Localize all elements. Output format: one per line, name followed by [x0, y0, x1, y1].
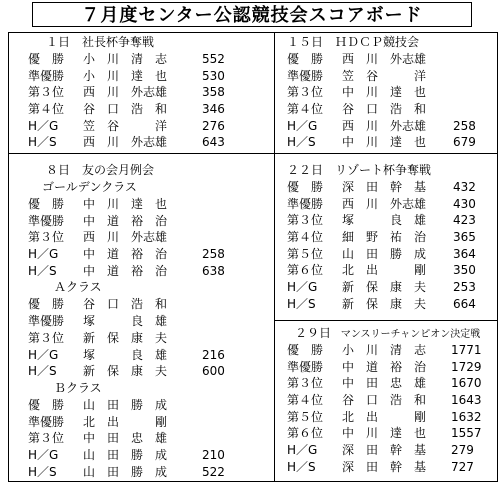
event-block-1: [28, 34, 274, 151]
rank-label: 第３位: [28, 230, 65, 245]
score-value: 1670: [451, 376, 482, 391]
result-row: [287, 134, 498, 151]
player-name: 北 出 剛: [342, 409, 427, 424]
result-row: [28, 246, 274, 263]
player-name: 塚 良 雄: [83, 347, 168, 362]
player-name: 谷 口 浩 和: [342, 393, 427, 408]
score-value: 643: [202, 135, 225, 150]
rank-label: H／G: [287, 280, 318, 295]
score-value: 638: [202, 263, 225, 278]
player-name: 西 川 外志雄: [83, 85, 168, 100]
rank-label: 準優勝: [287, 359, 324, 374]
score-value: 432: [453, 180, 476, 194]
event-title: ２２日 リゾート杯争奪戦: [287, 163, 432, 177]
score-value: 1643: [451, 393, 482, 408]
rank-label: 第５位: [287, 409, 324, 424]
rank-label: H／S: [28, 263, 57, 278]
result-row: [287, 425, 498, 442]
result-row: [287, 342, 498, 359]
divider-right-top: [274, 153, 498, 154]
result-row: [287, 51, 498, 68]
result-row: [28, 229, 274, 246]
rank-label: 優 勝: [28, 297, 65, 312]
result-row: [287, 296, 498, 313]
event-block-5: [287, 325, 498, 476]
result-row: [287, 262, 498, 279]
score-value: 364: [453, 246, 476, 261]
rank-label: H／G: [28, 347, 59, 362]
result-row: [287, 279, 498, 296]
score-value: 358: [202, 85, 225, 100]
score-value: 258: [453, 118, 476, 133]
result-row: [28, 363, 274, 380]
rank-label: 準優勝: [28, 414, 65, 429]
rank-label: H／G: [28, 447, 59, 462]
column-divider: [274, 32, 275, 482]
score-value: 216: [202, 347, 225, 362]
score-value: 346: [202, 102, 225, 117]
divider-left: [8, 153, 274, 154]
result-row: [28, 397, 274, 414]
score-value: 365: [453, 230, 476, 245]
score-value: 1557: [451, 426, 482, 441]
player-name: 北 出 剛: [342, 263, 427, 278]
score-value: 1771: [451, 343, 482, 357]
result-row: [28, 296, 274, 313]
score-value: 679: [453, 135, 476, 150]
result-row: [28, 313, 274, 330]
rank-label: 優 勝: [287, 343, 324, 357]
rank-label: 優 勝: [287, 180, 324, 194]
class-label: Ｂクラス: [54, 380, 102, 395]
player-name: 新 保 康 夫: [342, 280, 427, 295]
player-name: 中 川 達 也: [342, 85, 427, 100]
rank-label: 準優勝: [287, 68, 324, 83]
event-title-name: マンスリーチャンピオン決定戦: [340, 329, 481, 340]
result-row: [287, 179, 498, 196]
player-name: 中 道 裕 治: [83, 263, 168, 278]
score-value: 727: [451, 459, 474, 474]
result-row: [28, 101, 274, 118]
rank-label: 第５位: [287, 246, 324, 261]
rank-label: H／G: [28, 247, 59, 262]
rank-label: H／S: [287, 296, 316, 311]
player-name: 北 出 剛: [83, 414, 168, 429]
result-row: [28, 263, 274, 280]
player-name: 中 川 達 也: [83, 197, 168, 211]
rank-label: H／G: [287, 443, 318, 458]
result-row: [287, 359, 498, 376]
result-row: [28, 196, 274, 213]
score-value: 430: [453, 196, 476, 211]
player-name: 新 保 康 夫: [342, 296, 427, 311]
rank-label: 優 勝: [28, 197, 65, 211]
event-title: １５日 ＨＤＣＰ競技会: [287, 35, 420, 49]
score-value: 258: [202, 247, 225, 262]
result-row: [287, 246, 498, 263]
result-row: [287, 68, 498, 85]
result-row: [28, 430, 274, 447]
rank-label: 第４位: [28, 102, 65, 117]
score-value: 253: [453, 280, 476, 295]
event-title: ８日 友の会月例会: [46, 163, 155, 177]
score-value: 423: [453, 213, 476, 228]
player-name: 山 田 勝 成: [83, 464, 168, 479]
rank-label: 準優勝: [28, 213, 65, 228]
rank-label: 第３位: [28, 85, 65, 100]
player-name: 塚 良 雄: [342, 213, 427, 228]
score-value: 350: [453, 263, 476, 278]
score-value: 522: [202, 464, 225, 479]
result-row: [287, 84, 498, 101]
player-name: 中 川 達 也: [342, 135, 427, 150]
score-value: 279: [451, 443, 474, 458]
rank-label: H／G: [287, 118, 318, 133]
player-name: 谷 口 浩 和: [342, 102, 427, 117]
player-name: 細 野 祐 治: [342, 230, 427, 245]
rank-label: 第６位: [287, 263, 324, 278]
player-name: 西 川 外志雄: [342, 118, 427, 133]
rank-label: 準優勝: [28, 68, 65, 83]
score-value: 664: [453, 296, 476, 311]
rank-label: 第６位: [287, 426, 324, 441]
rank-label: 優 勝: [28, 52, 65, 66]
score-value: 1632: [451, 409, 482, 424]
result-row: [28, 118, 274, 135]
event-block-2: [287, 34, 498, 151]
player-name: 西 川 外志雄: [83, 230, 168, 245]
player-name: 小 川 清 志: [83, 52, 168, 66]
result-row: [28, 447, 274, 464]
player-name: 山 田 勝 成: [342, 246, 427, 261]
rank-label: 優 勝: [28, 397, 65, 412]
result-row: [28, 213, 274, 230]
score-value: 600: [202, 364, 225, 379]
rank-label: 第４位: [287, 230, 324, 245]
player-name: 西 川 外志雄: [342, 196, 427, 211]
result-row: [28, 330, 274, 347]
rank-label: 第３位: [28, 330, 65, 345]
rank-label: 第３位: [287, 376, 324, 391]
rank-label: H／S: [28, 135, 57, 150]
player-name: 笠 谷 洋: [342, 68, 427, 83]
player-name: 中 道 裕 治: [342, 359, 427, 374]
player-name: 深 田 幹 基: [342, 180, 427, 194]
rank-label: H／S: [28, 364, 57, 379]
result-row: [287, 229, 498, 246]
score-value: 530: [202, 68, 225, 83]
score-value: 276: [202, 118, 225, 133]
result-row: [287, 101, 498, 118]
player-name: 谷 口 浩 和: [83, 297, 168, 312]
rank-label: H／S: [28, 464, 57, 479]
result-row: [28, 84, 274, 101]
scoreboard-title: ７月度センター公認競技会スコアボード: [32, 2, 472, 27]
class-label: Ａクラス: [54, 280, 102, 295]
rank-label: 第３位: [28, 431, 65, 446]
player-name: 山 田 勝 成: [83, 447, 168, 462]
player-name: 中 川 達 也: [342, 426, 427, 441]
result-row: [287, 442, 498, 459]
result-row: [28, 68, 274, 85]
rank-label: 優 勝: [287, 52, 324, 66]
class-label: ゴールデンクラス: [42, 180, 137, 194]
result-row: [287, 409, 498, 426]
rank-label: 第３位: [287, 85, 324, 100]
result-row: [28, 51, 274, 68]
player-name: 中 田 忠 雄: [83, 431, 168, 446]
player-name: 深 田 幹 基: [342, 443, 427, 458]
player-name: 笠 谷 洋: [83, 118, 168, 133]
player-name: 西 川 外志雄: [83, 135, 168, 150]
score-value: 552: [202, 52, 225, 66]
rank-label: 第４位: [287, 102, 324, 117]
result-row: [28, 134, 274, 151]
result-row: [28, 347, 274, 364]
rank-label: H／S: [287, 459, 316, 474]
result-row: [287, 392, 498, 409]
rank-label: 準優勝: [28, 314, 65, 329]
event-title-date: ２９日: [295, 326, 332, 340]
rank-label: 第４位: [287, 393, 324, 408]
rank-label: H／S: [287, 135, 316, 150]
result-row: [28, 414, 274, 431]
result-row: [287, 459, 498, 476]
result-row: [28, 464, 274, 481]
result-row: [287, 212, 498, 229]
player-name: 中 田 忠 雄: [342, 376, 427, 391]
player-name: 小 川 達 也: [83, 68, 168, 83]
divider-right-bottom: [274, 320, 498, 321]
player-name: 西 川 外志雄: [342, 52, 427, 66]
score-value: 1729: [451, 359, 482, 374]
result-row: [287, 196, 498, 213]
rank-label: 準優勝: [287, 196, 324, 211]
player-name: 谷 口 浩 和: [83, 102, 168, 117]
event-title: [287, 325, 498, 342]
player-name: 塚 良 雄: [83, 314, 168, 329]
event-block-4: [287, 162, 498, 313]
rank-label: H／G: [28, 118, 59, 133]
player-name: 山 田 勝 成: [83, 397, 168, 412]
rank-label: 第３位: [287, 213, 324, 228]
result-row: [287, 118, 498, 135]
player-name: 中 道 裕 治: [83, 247, 168, 262]
event-block-3: [28, 162, 274, 480]
score-value: 210: [202, 447, 225, 462]
event-title: １日 社長杯争奪戦: [46, 35, 155, 49]
player-name: 小 川 清 志: [342, 343, 427, 357]
player-name: 深 田 幹 基: [342, 459, 427, 474]
result-row: [287, 375, 498, 392]
player-name: 中 道 裕 治: [83, 213, 168, 228]
player-name: 新 保 康 夫: [83, 330, 168, 345]
player-name: 新 保 康 夫: [83, 364, 168, 379]
